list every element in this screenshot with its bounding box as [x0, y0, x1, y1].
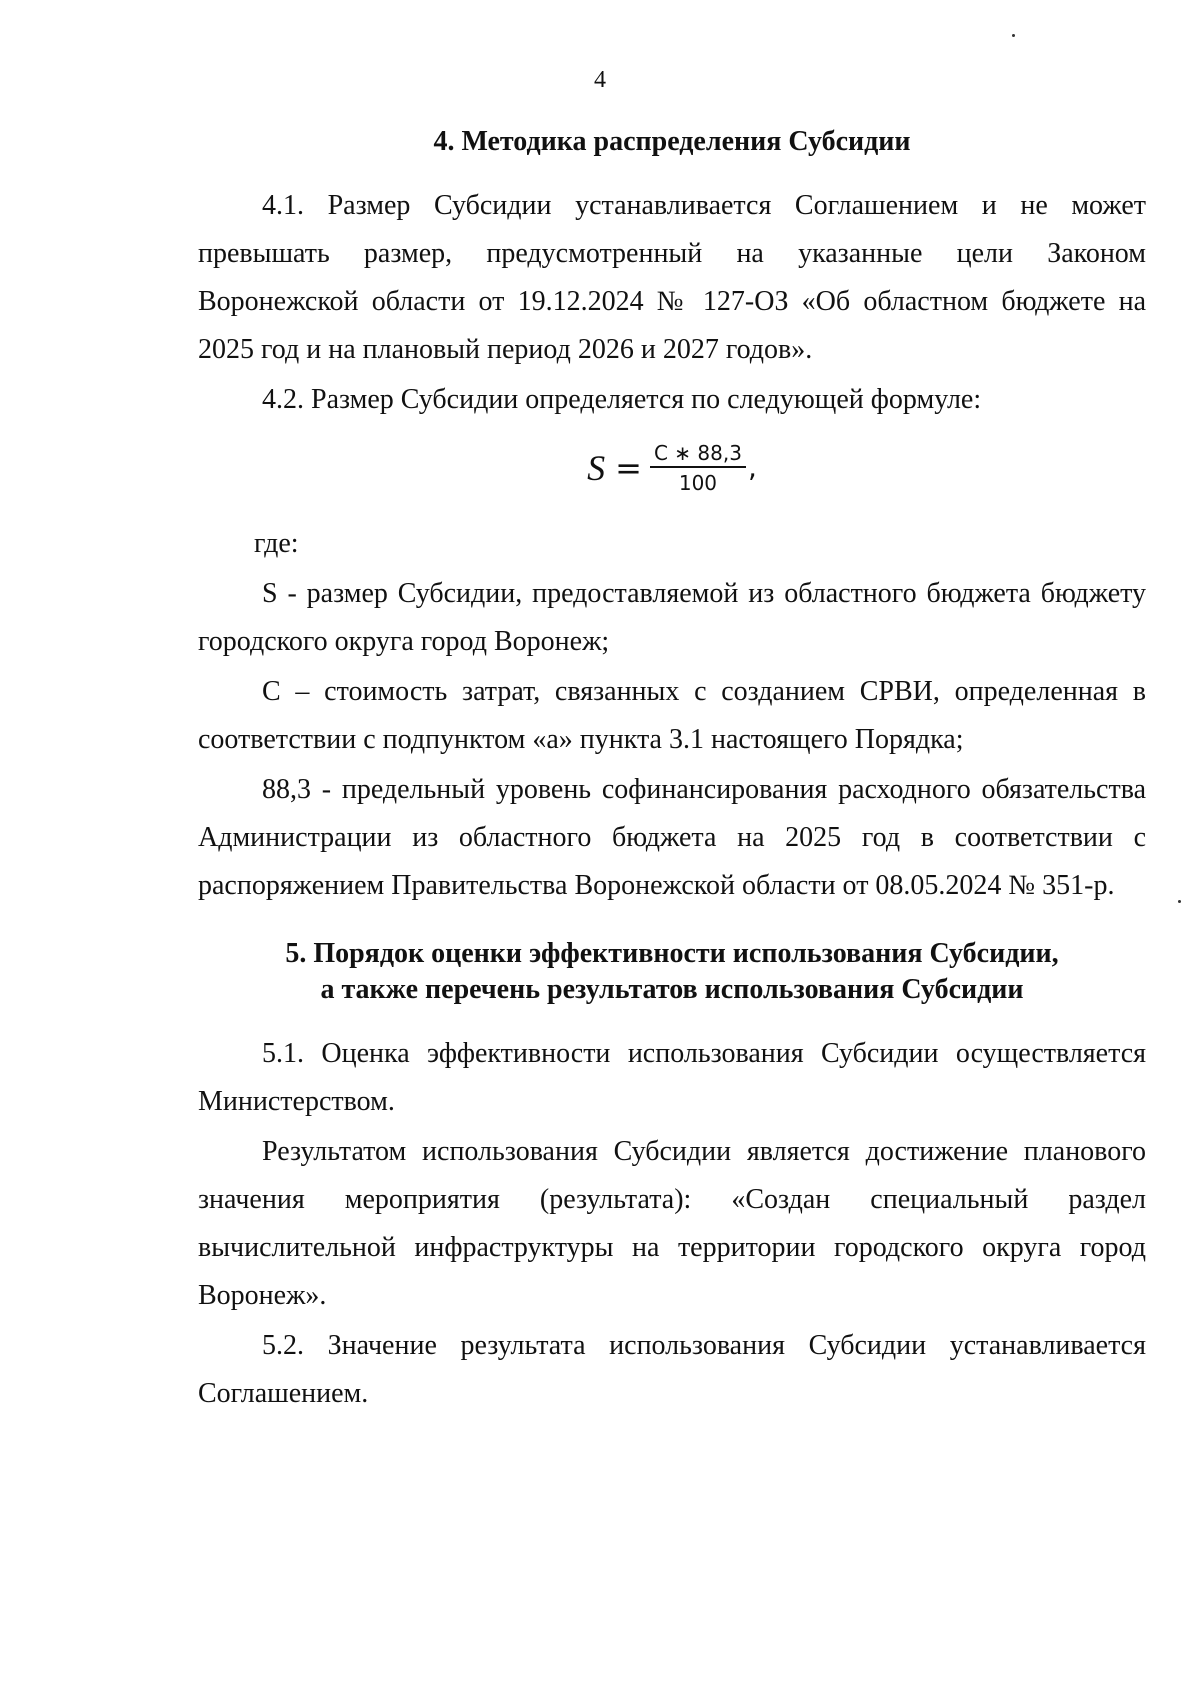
section-5-heading-line-1: 5. Порядок оценки эффективности использования Субсидии, [285, 938, 1059, 969]
scan-speck [1012, 34, 1015, 37]
paragraph-4-2: 4.2. Размер Субсидии определяется по следующей формуле: [262, 384, 982, 415]
scan-speck [1178, 900, 1181, 903]
formula-denominator: 100 [678, 471, 718, 495]
formula-fraction [650, 440, 746, 496]
section-5-heading-line-2: а также перечень результатов использования Субсидии [320, 974, 1024, 1005]
paragraph-5-2: 5.2. Значение результата использования Субсидии устанавливается Соглашением. [198, 1330, 1146, 1409]
definition-s: S - размер Субсидии, предоставляемой из областного бюджета бюджету городского округа город Воронеж; [198, 578, 1146, 657]
definition-c: С – стоимость затрат, связанных с созданием СРВИ, определенная в соответствии с подпунктом «а» пункта 3.1 настоящего Порядка; [198, 676, 1146, 755]
formula-numerator: C ∗ 88,3 [650, 440, 746, 468]
where-label: где: [254, 528, 299, 559]
definition-rate: 88,3 - предельный уровень софинансирования расходного обязательства Администрации из областного бюджета на 2025 год в соответствии с распоряжением Правительства Воронежской области от 08.05.2024 № 351-р. [198, 774, 1146, 901]
paragraph-5-1: 5.1. Оценка эффективности использования Субсидии осуществляется Министерством. [198, 1038, 1146, 1117]
section-5-heading [198, 936, 1146, 1008]
paragraph-4-1: 4.1. Размер Субсидии устанавливается Соглашением и не может превышать размер, предусмотренный на указанные цели Законом Воронежской области от 19.12.2024 № 127-ОЗ «Об областном бюджете на 2025 год и на плановый период 2026 и 2027 годов». [198, 190, 1146, 365]
document-body [198, 120, 1146, 1420]
paragraph-5-result: Результатом использования Субсидии является достижение планового значения мероприятия (результата): «Создан специальный раздел вычислительной инфраструктуры на территории городского округа город Воронеж». [198, 1136, 1146, 1311]
formula-lhs: S [587, 448, 606, 488]
formula-equals: = [615, 449, 642, 487]
section-4-heading: 4. Методика распределения Субсидии [433, 126, 911, 157]
formula-trailing-comma: , [747, 451, 757, 484]
subsidy-formula [198, 426, 1146, 510]
page-number: 4 [594, 67, 606, 93]
